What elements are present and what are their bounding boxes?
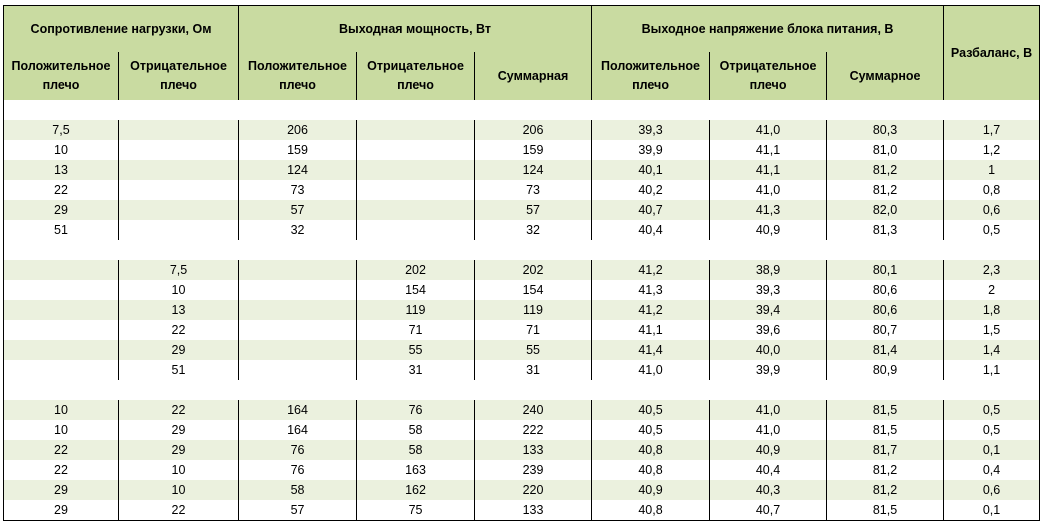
cell-volt-total: 80,6 (827, 300, 944, 320)
cell-imbalance: 2 (944, 280, 1040, 300)
cell-volt-positive: 40,2 (592, 180, 710, 200)
cell-res-negative (119, 160, 239, 180)
cell-volt-negative: 41,3 (710, 200, 827, 220)
cell-volt-negative: 39,3 (710, 280, 827, 300)
subheader-res-negative: Отрицательное плечо (119, 52, 239, 100)
cell-imbalance: 0,5 (944, 400, 1040, 420)
cell-volt-positive: 39,9 (592, 140, 710, 160)
cell-power-negative (357, 180, 475, 200)
cell-power-positive: 164 (239, 420, 357, 440)
header-voltage: Выходное напряжение блока питания, В (592, 6, 944, 53)
cell-volt-total: 81,5 (827, 500, 944, 521)
cell-power-positive (239, 300, 357, 320)
table-row (4, 360, 1040, 380)
subheader-res-positive: Положительное плечо (4, 52, 119, 100)
cell-power-negative (357, 160, 475, 180)
cell-volt-negative: 40,3 (710, 480, 827, 500)
table-row (4, 200, 1040, 220)
spacer-cell (357, 380, 475, 400)
cell-imbalance: 1,1 (944, 360, 1040, 380)
cell-power-total: 202 (475, 260, 592, 280)
cell-power-positive (239, 360, 357, 380)
subheader-power-negative: Отрицательное плечо (357, 52, 475, 100)
cell-imbalance: 0,5 (944, 220, 1040, 240)
cell-power-negative: 76 (357, 400, 475, 420)
cell-volt-negative: 41,0 (710, 120, 827, 140)
spacer-cell (475, 240, 592, 260)
cell-volt-positive: 41,4 (592, 340, 710, 360)
cell-volt-total: 81,5 (827, 400, 944, 420)
cell-power-total: 71 (475, 320, 592, 340)
cell-imbalance: 0,8 (944, 180, 1040, 200)
cell-imbalance: 1,2 (944, 140, 1040, 160)
header-resistance: Сопротивление нагрузки, Ом (4, 6, 239, 53)
spacer-cell (4, 240, 119, 260)
cell-volt-total: 81,0 (827, 140, 944, 160)
cell-volt-positive: 40,8 (592, 460, 710, 480)
cell-res-positive: 7,5 (4, 120, 119, 140)
cell-imbalance: 0,4 (944, 460, 1040, 480)
cell-power-total: 31 (475, 360, 592, 380)
cell-volt-positive: 40,8 (592, 440, 710, 460)
header-power: Выходная мощность, Вт (239, 6, 592, 53)
spacer-cell (119, 100, 239, 120)
cell-power-positive: 206 (239, 120, 357, 140)
cell-res-positive: 22 (4, 460, 119, 480)
table-row (4, 120, 1040, 140)
cell-power-negative: 163 (357, 460, 475, 480)
cell-res-positive: 10 (4, 140, 119, 160)
cell-power-negative (357, 140, 475, 160)
cell-volt-positive: 41,2 (592, 260, 710, 280)
cell-power-total: 124 (475, 160, 592, 180)
cell-power-negative: 31 (357, 360, 475, 380)
cell-res-positive: 29 (4, 200, 119, 220)
cell-volt-negative: 41,0 (710, 420, 827, 440)
cell-volt-negative: 38,9 (710, 260, 827, 280)
cell-res-negative: 10 (119, 480, 239, 500)
cell-imbalance: 1,8 (944, 300, 1040, 320)
cell-imbalance: 1,4 (944, 340, 1040, 360)
cell-imbalance: 0,1 (944, 440, 1040, 460)
cell-power-total: 220 (475, 480, 592, 500)
cell-volt-positive: 41,0 (592, 360, 710, 380)
cell-res-positive: 10 (4, 400, 119, 420)
cell-power-total: 159 (475, 140, 592, 160)
cell-power-positive: 57 (239, 200, 357, 220)
cell-power-negative: 58 (357, 440, 475, 460)
cell-power-negative: 55 (357, 340, 475, 360)
spacer-cell (119, 380, 239, 400)
cell-volt-total: 81,7 (827, 440, 944, 460)
cell-power-negative (357, 220, 475, 240)
cell-res-negative: 22 (119, 320, 239, 340)
cell-volt-positive: 39,3 (592, 120, 710, 140)
cell-volt-negative: 39,9 (710, 360, 827, 380)
spacer-cell (592, 240, 710, 260)
cell-power-positive (239, 320, 357, 340)
cell-power-positive: 159 (239, 140, 357, 160)
cell-volt-positive: 40,8 (592, 500, 710, 521)
cell-res-negative: 22 (119, 500, 239, 521)
header-row-sub (4, 52, 1040, 100)
subheader-power-positive: Положительное плечо (239, 52, 357, 100)
table-row (4, 160, 1040, 180)
cell-volt-negative: 39,6 (710, 320, 827, 340)
cell-power-positive: 76 (239, 440, 357, 460)
cell-power-total: 32 (475, 220, 592, 240)
cell-volt-positive: 40,5 (592, 420, 710, 440)
spacer-cell (592, 100, 710, 120)
cell-res-negative: 29 (119, 340, 239, 360)
cell-power-positive (239, 340, 357, 360)
spacer-cell (239, 380, 357, 400)
cell-power-negative (357, 200, 475, 220)
cell-power-total: 55 (475, 340, 592, 360)
cell-volt-total: 80,3 (827, 120, 944, 140)
subheader-volt-total: Суммарное (827, 52, 944, 100)
spacer-cell (119, 240, 239, 260)
cell-res-negative: 7,5 (119, 260, 239, 280)
cell-volt-total: 81,2 (827, 460, 944, 480)
cell-power-positive: 57 (239, 500, 357, 521)
spacer-cell (475, 100, 592, 120)
subheader-power-total: Суммарная (475, 52, 592, 100)
cell-res-positive (4, 360, 119, 380)
cell-volt-positive: 41,1 (592, 320, 710, 340)
cell-power-total: 133 (475, 440, 592, 460)
spacer-cell (239, 240, 357, 260)
cell-power-positive: 76 (239, 460, 357, 480)
table-row (4, 260, 1040, 280)
cell-volt-total: 81,3 (827, 220, 944, 240)
table-row (4, 440, 1040, 460)
table-row (4, 300, 1040, 320)
cell-power-positive: 73 (239, 180, 357, 200)
spacer-cell (475, 380, 592, 400)
cell-res-negative: 29 (119, 440, 239, 460)
cell-power-negative (357, 120, 475, 140)
cell-res-negative: 51 (119, 360, 239, 380)
cell-res-negative (119, 220, 239, 240)
cell-res-positive: 29 (4, 500, 119, 521)
cell-volt-negative: 41,1 (710, 160, 827, 180)
cell-imbalance: 1,7 (944, 120, 1040, 140)
cell-imbalance: 1,5 (944, 320, 1040, 340)
cell-volt-negative: 41,0 (710, 180, 827, 200)
cell-res-negative (119, 180, 239, 200)
group-spacer-row (4, 100, 1040, 120)
spacer-cell (827, 240, 944, 260)
cell-volt-positive: 40,4 (592, 220, 710, 240)
cell-res-positive (4, 340, 119, 360)
cell-power-negative: 162 (357, 480, 475, 500)
cell-res-positive: 29 (4, 480, 119, 500)
measurements-table (3, 5, 1040, 521)
table-row (4, 480, 1040, 500)
table-row (4, 400, 1040, 420)
cell-power-positive: 32 (239, 220, 357, 240)
cell-res-positive: 13 (4, 160, 119, 180)
group-spacer-row (4, 240, 1040, 260)
spacer-cell (944, 240, 1040, 260)
header-imbalance: Разбаланс, В (944, 6, 1040, 101)
cell-power-total: 133 (475, 500, 592, 521)
cell-res-positive (4, 300, 119, 320)
cell-power-total: 206 (475, 120, 592, 140)
cell-power-total: 222 (475, 420, 592, 440)
cell-volt-total: 81,5 (827, 420, 944, 440)
spacer-cell (710, 240, 827, 260)
cell-power-total: 73 (475, 180, 592, 200)
subheader-volt-positive: Положительное плечо (592, 52, 710, 100)
cell-volt-negative: 40,4 (710, 460, 827, 480)
cell-imbalance: 0,6 (944, 480, 1040, 500)
cell-volt-total: 80,9 (827, 360, 944, 380)
spacer-cell (239, 100, 357, 120)
table-row (4, 420, 1040, 440)
cell-power-negative: 75 (357, 500, 475, 521)
spacer-cell (827, 380, 944, 400)
cell-power-negative: 71 (357, 320, 475, 340)
cell-power-negative: 202 (357, 260, 475, 280)
cell-volt-total: 80,7 (827, 320, 944, 340)
spacer-cell (592, 380, 710, 400)
cell-res-positive (4, 320, 119, 340)
cell-volt-positive: 41,2 (592, 300, 710, 320)
spacer-cell (4, 380, 119, 400)
cell-volt-total: 81,4 (827, 340, 944, 360)
data-table-container (3, 5, 1039, 521)
cell-volt-negative: 40,9 (710, 220, 827, 240)
cell-imbalance: 0,6 (944, 200, 1040, 220)
cell-power-positive: 58 (239, 480, 357, 500)
cell-volt-negative: 39,4 (710, 300, 827, 320)
cell-power-total: 154 (475, 280, 592, 300)
cell-power-negative: 58 (357, 420, 475, 440)
cell-volt-negative: 40,7 (710, 500, 827, 521)
cell-res-negative (119, 200, 239, 220)
cell-power-positive (239, 280, 357, 300)
spacer-cell (944, 100, 1040, 120)
cell-volt-negative: 40,0 (710, 340, 827, 360)
cell-res-negative: 10 (119, 460, 239, 480)
cell-res-positive (4, 280, 119, 300)
table-row (4, 500, 1040, 521)
spacer-cell (357, 100, 475, 120)
cell-volt-positive: 40,5 (592, 400, 710, 420)
cell-imbalance: 0,1 (944, 500, 1040, 521)
cell-volt-positive: 40,9 (592, 480, 710, 500)
cell-power-total: 240 (475, 400, 592, 420)
cell-imbalance: 2,3 (944, 260, 1040, 280)
cell-power-positive (239, 260, 357, 280)
cell-volt-positive: 40,7 (592, 200, 710, 220)
cell-res-positive: 22 (4, 440, 119, 460)
table-body (4, 100, 1040, 521)
cell-volt-positive: 41,3 (592, 280, 710, 300)
group-spacer-row (4, 380, 1040, 400)
spacer-cell (710, 380, 827, 400)
cell-volt-negative: 41,0 (710, 400, 827, 420)
cell-res-positive: 10 (4, 420, 119, 440)
cell-power-negative: 119 (357, 300, 475, 320)
cell-volt-negative: 41,1 (710, 140, 827, 160)
cell-power-total: 57 (475, 200, 592, 220)
spacer-cell (944, 380, 1040, 400)
cell-res-negative: 29 (119, 420, 239, 440)
cell-volt-positive: 40,1 (592, 160, 710, 180)
table-row (4, 340, 1040, 360)
cell-power-positive: 164 (239, 400, 357, 420)
cell-power-total: 239 (475, 460, 592, 480)
table-row (4, 180, 1040, 200)
cell-res-negative: 22 (119, 400, 239, 420)
spacer-cell (4, 100, 119, 120)
cell-power-total: 119 (475, 300, 592, 320)
cell-volt-negative: 40,9 (710, 440, 827, 460)
cell-res-positive: 51 (4, 220, 119, 240)
cell-imbalance: 0,5 (944, 420, 1040, 440)
cell-power-negative: 154 (357, 280, 475, 300)
table-row (4, 140, 1040, 160)
spacer-cell (827, 100, 944, 120)
table-row (4, 280, 1040, 300)
cell-res-negative (119, 120, 239, 140)
cell-res-positive: 22 (4, 180, 119, 200)
cell-volt-total: 82,0 (827, 200, 944, 220)
subheader-volt-negative: Отрицательное плечо (710, 52, 827, 100)
cell-res-negative (119, 140, 239, 160)
cell-res-positive (4, 260, 119, 280)
cell-volt-total: 81,2 (827, 180, 944, 200)
cell-power-positive: 124 (239, 160, 357, 180)
table-row (4, 220, 1040, 240)
header-row-groups (4, 6, 1040, 53)
spacer-cell (710, 100, 827, 120)
cell-res-negative: 10 (119, 280, 239, 300)
cell-volt-total: 80,6 (827, 280, 944, 300)
cell-volt-total: 81,2 (827, 160, 944, 180)
cell-volt-total: 80,1 (827, 260, 944, 280)
spacer-cell (357, 240, 475, 260)
cell-res-negative: 13 (119, 300, 239, 320)
cell-volt-total: 81,2 (827, 480, 944, 500)
table-row (4, 320, 1040, 340)
table-row (4, 460, 1040, 480)
cell-imbalance: 1 (944, 160, 1040, 180)
